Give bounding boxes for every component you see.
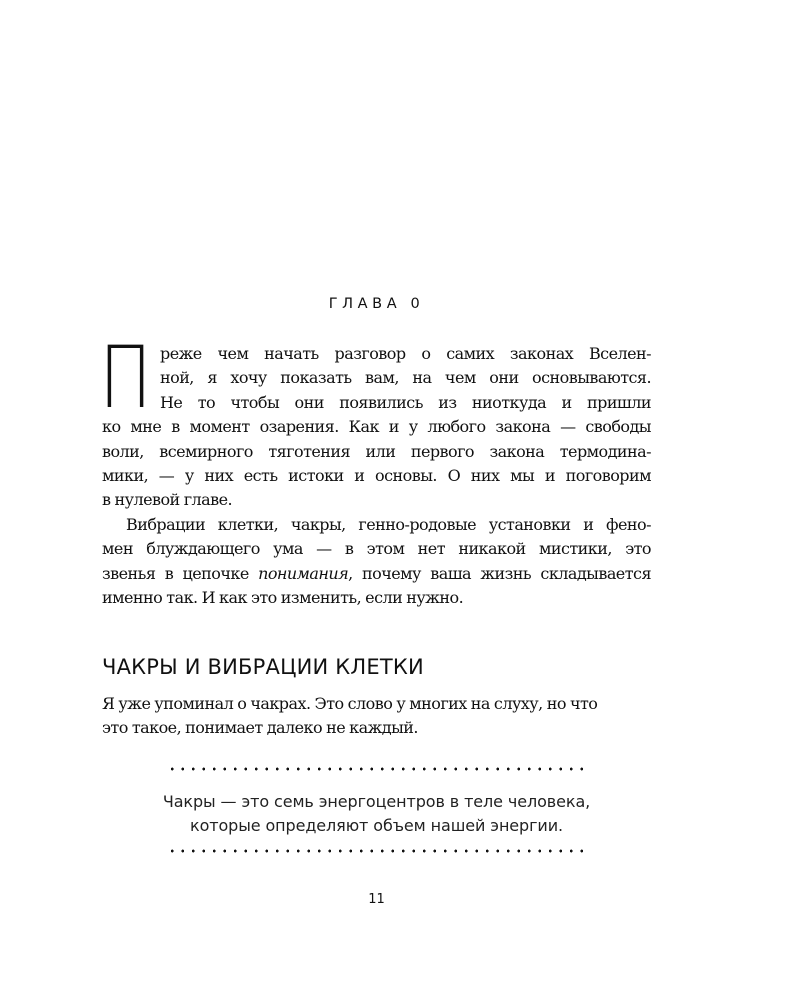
chapter-label: ГЛАВА 0	[328, 296, 425, 312]
callout-quote	[102, 790, 651, 838]
section-line: это такое, понимает далеко не каждый.	[102, 718, 418, 738]
paragraph2-line: мен блуждающего ума — в этом нет никакой мистики, это	[102, 539, 651, 559]
callout-line: Чакры — это семь энергоцентров в теле человека,	[162, 792, 591, 811]
intro-line: мики, — у них есть истоки и основы. О них мы и поговорим	[102, 465, 651, 485]
intro-line: в нулевой главе.	[102, 490, 233, 510]
page-number: 11	[368, 892, 385, 907]
intro-line: ко мне в момент озарения. Как и у любого закона — свободы	[102, 417, 651, 437]
paragraph2-text: звенья в цепочке	[102, 563, 259, 583]
emphasis-understanding: понимания	[258, 563, 349, 583]
paragraph2-line: Вибрации клетки, чакры, генно-родовые установки и фено-	[126, 514, 651, 534]
paragraph2-line	[102, 562, 651, 586]
paragraph2-line: именно так. И как это изменить, если нужно.	[102, 587, 464, 607]
section-heading: ЧАКРЫ И ВИБРАЦИИ КЛЕТКИ	[102, 655, 424, 679]
intro-line: ной, я хочу показать вам, на чем они основываются.	[160, 368, 651, 388]
intro-line: воли, всемирного тяготения или первого закона термодина-	[102, 441, 651, 461]
drop-cap: П	[99, 328, 153, 428]
callout-dotted-rule-bottom	[167, 848, 587, 854]
chapter-intro	[99, 328, 651, 610]
section-line: Я уже упоминал о чакрах. Это слово у многих на слуху, но что	[102, 694, 598, 713]
callout-line: которые определяют объем нашей энергии.	[190, 816, 563, 835]
intro-line: реже чем начать разговор о самих законах Вселен-	[160, 344, 651, 363]
intro-line: Не то чтобы они появились из ниоткуда и пришли	[160, 392, 651, 412]
section-paragraph	[102, 692, 651, 741]
callout-dotted-rule-top	[167, 766, 587, 772]
paragraph2-text: , почему ваша жизнь складывается	[348, 563, 651, 583]
